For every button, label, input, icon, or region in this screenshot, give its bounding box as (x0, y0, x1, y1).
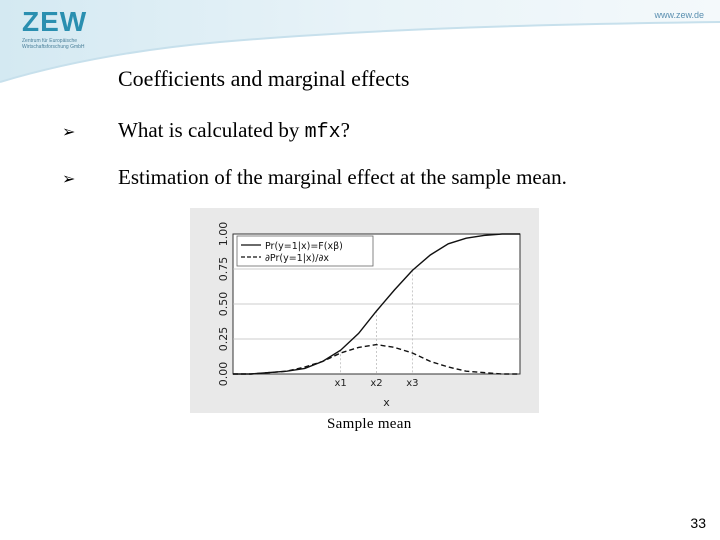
x-axis-label: x (383, 396, 390, 409)
x-tick-label: x3 (406, 378, 419, 389)
arrow-bullet-icon: ➢ (62, 169, 76, 188)
bullet-item (62, 165, 567, 190)
figure-caption: Sample mean (327, 416, 412, 432)
bullet-text: What is calculated by mfx? (118, 118, 350, 144)
marginal-effect-figure (190, 208, 539, 413)
legend-label: ∂Pr(y=1|x)/∂x (265, 253, 329, 264)
zew-logo: ZEW (22, 6, 88, 37)
bullet-item (62, 118, 350, 144)
bullet-text: Estimation of the marginal effect at the sample mean. (118, 165, 567, 189)
page-number: 33 (690, 515, 706, 531)
slide-title: Coefficients and marginal effects (118, 66, 410, 91)
x-tick-label: x1 (334, 378, 347, 389)
y-tick-label: 0.75 (217, 256, 230, 282)
y-tick-label: 0.50 (217, 291, 230, 317)
y-tick-label: 0.00 (217, 361, 230, 387)
x-tick-label: x2 (370, 378, 383, 389)
legend-label: Pr(y=1|x)=F(xβ) (265, 241, 343, 252)
code-mfx: mfx (304, 121, 341, 144)
logo-subtitle: Zentrum für Europäische Wirtschaftsforschung GmbH (22, 38, 85, 50)
y-tick-label: 1.00 (217, 221, 230, 247)
y-tick-label: 0.25 (217, 326, 230, 352)
header-url: www.zew.de (654, 10, 704, 20)
probit-chart (190, 208, 539, 413)
arrow-bullet-icon: ➢ (62, 122, 76, 141)
